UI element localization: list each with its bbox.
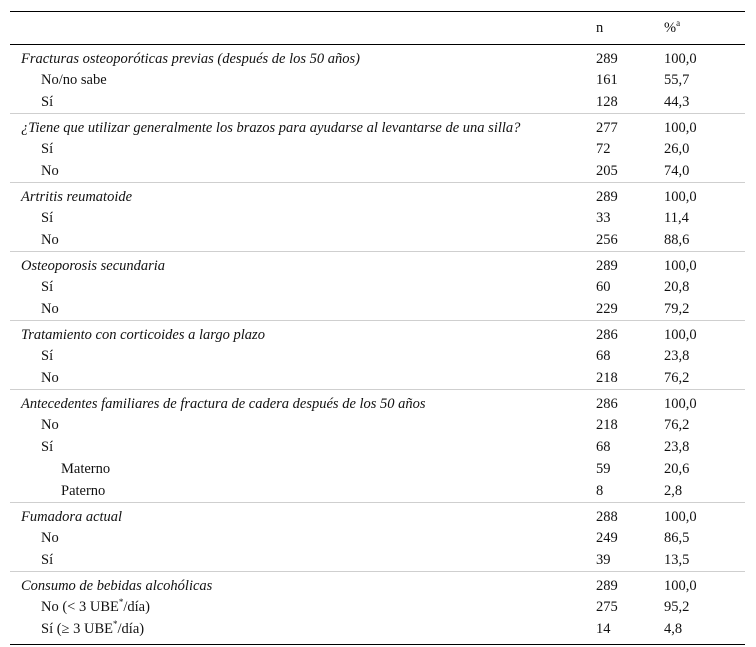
row-label-text: Materno (61, 460, 111, 477)
row-pct: 100,0 (664, 257, 697, 274)
row-n: 275 (596, 598, 618, 615)
row-label-footnote: * (113, 618, 118, 629)
row-label-text: No (41, 529, 59, 546)
table-row (10, 480, 745, 503)
row-label-text: Sí (41, 438, 54, 455)
row-pct: 20,6 (664, 460, 690, 477)
row-n: 289 (596, 577, 618, 594)
row-label-text: Artritis reumatoide (21, 188, 133, 205)
row-pct: 2,8 (664, 482, 683, 499)
risk-factors-table (10, 11, 745, 645)
header-row (10, 12, 745, 45)
row-n: 14 (596, 620, 611, 637)
header-label (10, 12, 596, 45)
table-row (10, 69, 745, 91)
row-label-text: Sí (41, 140, 54, 157)
row-label (10, 367, 596, 390)
table-body (10, 45, 745, 645)
row-label-text: Fracturas osteoporóticas previas (después de los 50 años) (21, 50, 360, 67)
row-label (10, 229, 596, 252)
row-pct: 76,2 (664, 416, 690, 433)
row-label-text: Paterno (61, 482, 106, 499)
row-label (10, 69, 596, 91)
row-label (10, 390, 596, 415)
row-label (10, 480, 596, 503)
table-row (10, 618, 745, 645)
row-label (10, 183, 596, 208)
row-label-text: No (41, 416, 59, 433)
row-n: 218 (596, 369, 618, 386)
header-n: n (596, 19, 604, 36)
table-row-group (10, 114, 745, 139)
row-pct: 100,0 (664, 577, 697, 594)
row-label-text: No (41, 231, 59, 248)
row-n: 277 (596, 119, 618, 136)
table-header (10, 12, 745, 45)
table-row (10, 549, 745, 572)
row-n: 68 (596, 347, 611, 364)
row-n: 205 (596, 162, 618, 179)
table-row (10, 367, 745, 390)
row-label-text: No (41, 300, 59, 317)
row-pct: 100,0 (664, 508, 697, 525)
row-label-text: Antecedentes familiares de fractura de cadera después de los 50 años (21, 395, 426, 412)
row-label-text: ¿Tiene que utilizar generalmente los brazos para ayudarse al levantarse de una silla? (21, 119, 521, 136)
row-label (10, 527, 596, 549)
row-n: 286 (596, 395, 618, 412)
table-row-group (10, 390, 745, 415)
row-n: 288 (596, 508, 618, 525)
row-pct: 79,2 (664, 300, 690, 317)
row-n: 72 (596, 140, 611, 157)
header-pct-text: % (664, 19, 677, 36)
row-label-text: Sí (≥ 3 UBE (41, 620, 114, 637)
row-label-footnote: * (118, 596, 124, 607)
table-row (10, 276, 745, 298)
row-n: 229 (596, 300, 618, 317)
row-n: 33 (596, 209, 611, 226)
table-row (10, 207, 745, 229)
table-row (10, 436, 745, 458)
table-row (10, 527, 745, 549)
row-n: 59 (596, 460, 611, 477)
row-label-text: No (< 3 UBE (41, 598, 119, 615)
row-label (10, 572, 596, 597)
row-pct: 100,0 (664, 395, 697, 412)
row-label (10, 345, 596, 367)
row-label (10, 114, 596, 139)
row-label (10, 458, 596, 480)
row-label-text: Tratamiento con corticoides a largo plazo (21, 326, 265, 343)
table-row-group (10, 572, 745, 597)
table-row (10, 458, 745, 480)
row-label (10, 321, 596, 346)
table-row-group (10, 503, 745, 528)
table-row (10, 414, 745, 436)
row-pct: 44,3 (664, 93, 690, 110)
row-n: 60 (596, 278, 611, 295)
table-row-group (10, 183, 745, 208)
row-n: 68 (596, 438, 611, 455)
row-label (10, 91, 596, 114)
row-n: 289 (596, 257, 618, 274)
table-row (10, 345, 745, 367)
row-label-suffix: /día) (117, 620, 145, 637)
row-label-text: Consumo de bebidas alcohólicas (21, 577, 213, 594)
row-label (10, 503, 596, 528)
row-n: 286 (596, 326, 618, 343)
row-label-text: Osteoporosis secundaria (21, 257, 166, 274)
row-label (10, 414, 596, 436)
row-label (10, 276, 596, 298)
row-pct: 76,2 (664, 369, 690, 386)
row-label (10, 207, 596, 229)
row-label-suffix: /día) (123, 598, 150, 615)
row-label-text: No/no sabe (41, 71, 107, 88)
row-pct: 23,8 (664, 438, 690, 455)
row-label (10, 45, 596, 70)
row-n: 256 (596, 231, 618, 248)
row-pct: 23,8 (664, 347, 690, 364)
row-label (10, 436, 596, 458)
row-pct: 11,4 (664, 209, 689, 226)
table-row (10, 229, 745, 252)
row-label-text: Sí (41, 551, 54, 568)
table-row (10, 160, 745, 183)
row-n: 218 (596, 416, 618, 433)
row-label (10, 252, 596, 277)
row-n: 161 (596, 71, 618, 88)
row-label-text: Sí (41, 347, 54, 364)
row-label (10, 618, 596, 645)
row-n: 289 (596, 50, 618, 67)
row-n: 8 (596, 482, 604, 499)
table-row (10, 596, 745, 618)
row-pct: 55,7 (664, 71, 690, 88)
table-row (10, 138, 745, 160)
table-row (10, 91, 745, 114)
row-label-text: Sí (41, 93, 54, 110)
row-pct: 74,0 (664, 162, 690, 179)
row-label (10, 549, 596, 572)
row-pct: 100,0 (664, 326, 697, 343)
row-n: 39 (596, 551, 611, 568)
row-pct: 100,0 (664, 50, 697, 67)
table-row-group (10, 45, 745, 70)
row-n: 249 (596, 529, 618, 546)
row-n: 128 (596, 93, 618, 110)
row-label-text: Fumadora actual (21, 508, 123, 525)
row-label-text: No (41, 162, 59, 179)
row-pct: 86,5 (664, 529, 690, 546)
row-pct: 95,2 (664, 598, 690, 615)
row-pct: 100,0 (664, 119, 697, 136)
row-pct: 20,8 (664, 278, 690, 295)
row-pct: 13,5 (664, 551, 690, 568)
row-label (10, 596, 596, 618)
row-pct: 88,6 (664, 231, 690, 248)
table-container (10, 11, 745, 645)
table-row-group (10, 321, 745, 346)
row-label (10, 160, 596, 183)
table-row (10, 298, 745, 321)
row-label (10, 298, 596, 321)
header-pct-footnote: a (676, 17, 681, 28)
header-pct (664, 12, 745, 45)
row-pct: 26,0 (664, 140, 690, 157)
row-label-text: Sí (41, 278, 54, 295)
row-n: 289 (596, 188, 618, 205)
row-label-text: No (41, 369, 59, 386)
row-pct: 100,0 (664, 188, 697, 205)
row-pct: 4,8 (664, 620, 683, 637)
row-label (10, 138, 596, 160)
table-row-group (10, 252, 745, 277)
row-label-text: Sí (41, 209, 54, 226)
